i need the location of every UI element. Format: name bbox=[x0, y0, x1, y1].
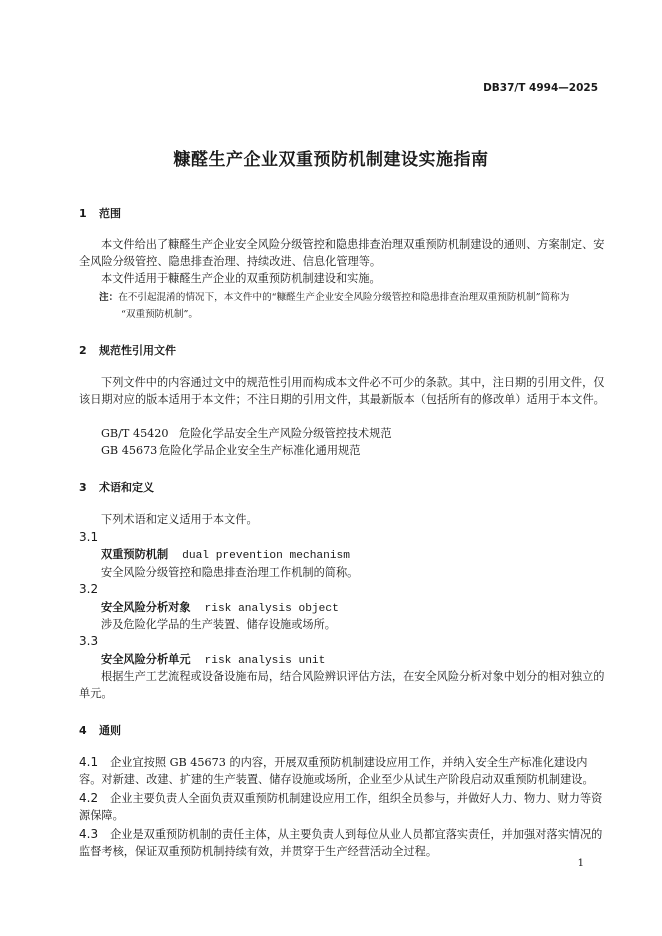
term-en: dual prevention mechanism bbox=[182, 550, 350, 562]
references-paragraph: 下列文件中的内容通过文中的规范性引用而构成本文件必不可少的条款。其中，注日期的引用文件，仅该日期对应的版本适用于本文件；不注日期的引用文件，其最新版本（包括所有的修改单）适用于本文件。 bbox=[79, 376, 605, 406]
page-number: 1 bbox=[577, 858, 584, 869]
section-4-title: 通则 bbox=[99, 724, 121, 737]
section-1-heading bbox=[79, 205, 121, 221]
section-3-title: 术语和定义 bbox=[99, 481, 154, 494]
term-cn: 双重预防机制 bbox=[101, 548, 169, 561]
section-1-title: 范围 bbox=[99, 207, 121, 220]
term-title bbox=[101, 651, 325, 667]
note-label: 注： bbox=[99, 292, 119, 303]
reference-item bbox=[101, 442, 360, 459]
section-2-heading bbox=[79, 342, 176, 358]
section-4-number: 4 bbox=[79, 724, 87, 737]
reference-name: 危险化学品企业安全生产标准化通用规范 bbox=[159, 444, 361, 457]
term-en: risk analysis unit bbox=[204, 655, 326, 667]
scope-note-line-1 bbox=[99, 289, 569, 303]
term-number: 3.2 bbox=[79, 582, 99, 596]
clause-number: 4.3 bbox=[79, 827, 99, 841]
term-title bbox=[101, 546, 350, 562]
clause-number: 4.1 bbox=[79, 755, 99, 769]
scope-paragraph-1: 本文件给出了糠醛生产企业安全风险分级管控和隐患排查治理双重预防机制建设的通则、方案制定、安全风险分级管控、隐患排查治理、持续改进、信息化管理等。 bbox=[79, 238, 605, 268]
clause bbox=[79, 790, 605, 824]
section-2-number: 2 bbox=[79, 344, 87, 357]
reference-item bbox=[101, 425, 392, 442]
scope-note-line-2: “双重预防机制”。 bbox=[121, 309, 198, 320]
note-text-1: 在不引起混淆的情况下，本文件中的“糠醛生产企业安全风险分级管控和隐患排查治理双重预防机制”简称为 bbox=[118, 292, 570, 303]
term-title bbox=[101, 599, 339, 615]
terms-intro: 下列术语和定义适用于本文件。 bbox=[101, 513, 258, 526]
section-3-heading bbox=[79, 479, 154, 495]
term-cn: 安全风险分析对象 bbox=[101, 601, 191, 614]
reference-code: GB 45673 bbox=[101, 444, 158, 457]
scope-paragraph-2: 本文件适用于糠醛生产企业的双重预防机制建设和实施。 bbox=[101, 272, 381, 285]
clause-text: 企业主要负责人全面负责双重预防机制建设应用工作，组织全员参与，并做好人力、物力、财力等资源保障。 bbox=[79, 792, 603, 822]
clause-number: 4.2 bbox=[79, 791, 99, 805]
document-title: 糠醛生产企业双重预防机制建设实施指南 bbox=[173, 150, 489, 170]
clause-text: 企业是双重预防机制的责任主体，从主要负责人到每位从业人员都宜落实责任，并加强对落实情况的监督考核，保证双重预防机制持续有效，并贯穿于生产经营活动全过程。 bbox=[79, 828, 603, 858]
term-definition: 涉及危险化学品的生产装置、储存设施或场所。 bbox=[101, 618, 336, 631]
term-number: 3.3 bbox=[79, 634, 99, 648]
reference-name: 危险化学品安全生产风险分级管控技术规范 bbox=[179, 427, 392, 440]
clause bbox=[79, 754, 605, 788]
reference-code: GB/T 45420 bbox=[101, 427, 169, 440]
section-1-number: 1 bbox=[79, 207, 87, 220]
term-en: risk analysis object bbox=[204, 603, 339, 615]
term-definition: 安全风险分级管控和隐患排查治理工作机制的简称。 bbox=[101, 566, 359, 579]
standard-code: DB37/T 4994—2025 bbox=[483, 82, 598, 94]
term-cn: 安全风险分析单元 bbox=[101, 653, 191, 666]
clause-text: 企业宜按照 GB 45673 的内容，开展双重预防机制建设应用工作，并纳入安全生产标准化建设内容。对新建、改建、扩建的生产装置、储存设施或场所，企业至少从试生产阶段启动双重预防机制建设。 bbox=[79, 756, 594, 786]
term-definition: 根据生产工艺流程或设备设施布局，结合风险辨识评估方法，在安全风险分析对象中划分的相对独立的单元。 bbox=[79, 670, 605, 700]
section-4-heading bbox=[79, 722, 121, 738]
section-2-title: 规范性引用文件 bbox=[99, 344, 176, 357]
section-3-number: 3 bbox=[79, 481, 87, 494]
clause bbox=[79, 826, 605, 860]
term-number: 3.1 bbox=[79, 530, 99, 544]
